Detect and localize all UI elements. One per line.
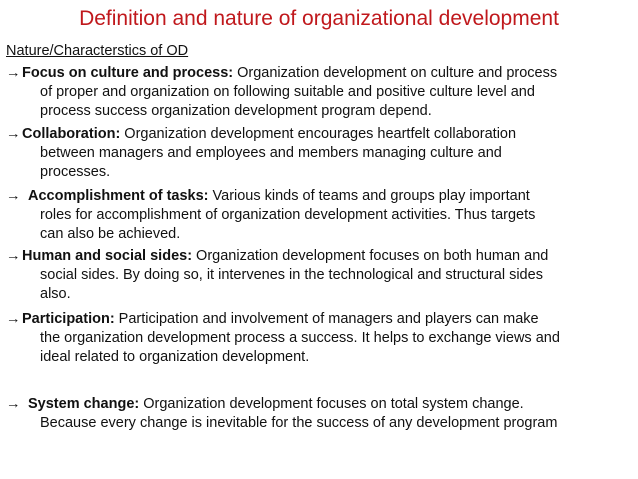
arrow-right-icon: → bbox=[6, 65, 21, 81]
item-text: process success organization development program depend. bbox=[40, 103, 432, 119]
item-label: Focus on culture and process: bbox=[22, 65, 234, 81]
arrow-right-icon: → bbox=[6, 311, 21, 327]
item-label: Participation: bbox=[22, 311, 115, 327]
subtitle: Nature/Characterstics of OD bbox=[6, 43, 189, 59]
item-text: processes. bbox=[40, 164, 111, 180]
list-item-participation bbox=[6, 310, 636, 367]
arrow-right-icon: → bbox=[6, 396, 21, 412]
arrow-right-icon: → bbox=[6, 248, 21, 264]
list-item-system-change bbox=[6, 395, 636, 433]
item-text: Participation and involvement of managers and players can make bbox=[114, 311, 539, 327]
item-text: roles for accomplishment of organization development activities. Thus targets bbox=[40, 207, 536, 223]
item-label: Collaboration: bbox=[22, 126, 121, 142]
item-text: Organization development focuses on both human and bbox=[192, 248, 549, 264]
item-text: ideal related to organization development. bbox=[40, 349, 310, 365]
item-text: between managers and employees and members managing culture and bbox=[40, 145, 502, 161]
item-text: Because every change is inevitable for the success of any development program bbox=[40, 415, 558, 431]
item-text: Organization development focuses on total system change. bbox=[139, 396, 524, 412]
arrow-right-icon: → bbox=[6, 188, 21, 204]
item-text: of proper and organization on following suitable and positive culture level and bbox=[40, 84, 535, 100]
item-text: social sides. By doing so, it intervenes in the technological and structural sides bbox=[40, 267, 543, 283]
item-text: Various kinds of teams and groups play important bbox=[208, 188, 530, 204]
item-label: Human and social sides: bbox=[22, 248, 193, 264]
list-item-focus bbox=[6, 64, 636, 121]
item-text: also. bbox=[40, 286, 71, 302]
item-text: the organization development process a success. It helps to exchange views and bbox=[40, 330, 560, 346]
item-label: System change: bbox=[28, 396, 140, 412]
item-label: Accomplishment of tasks: bbox=[28, 188, 209, 204]
item-text: Organization development on culture and process bbox=[233, 65, 558, 81]
page-title: Definition and nature of organizational development bbox=[79, 7, 559, 30]
list-item-accomplishment bbox=[6, 187, 636, 244]
list-item-human-social bbox=[6, 247, 636, 304]
list-item-collaboration bbox=[6, 125, 636, 182]
arrow-right-icon: → bbox=[6, 126, 21, 142]
item-text: can also be achieved. bbox=[40, 226, 181, 242]
item-text: Organization development encourages heartfelt collaboration bbox=[120, 126, 517, 142]
